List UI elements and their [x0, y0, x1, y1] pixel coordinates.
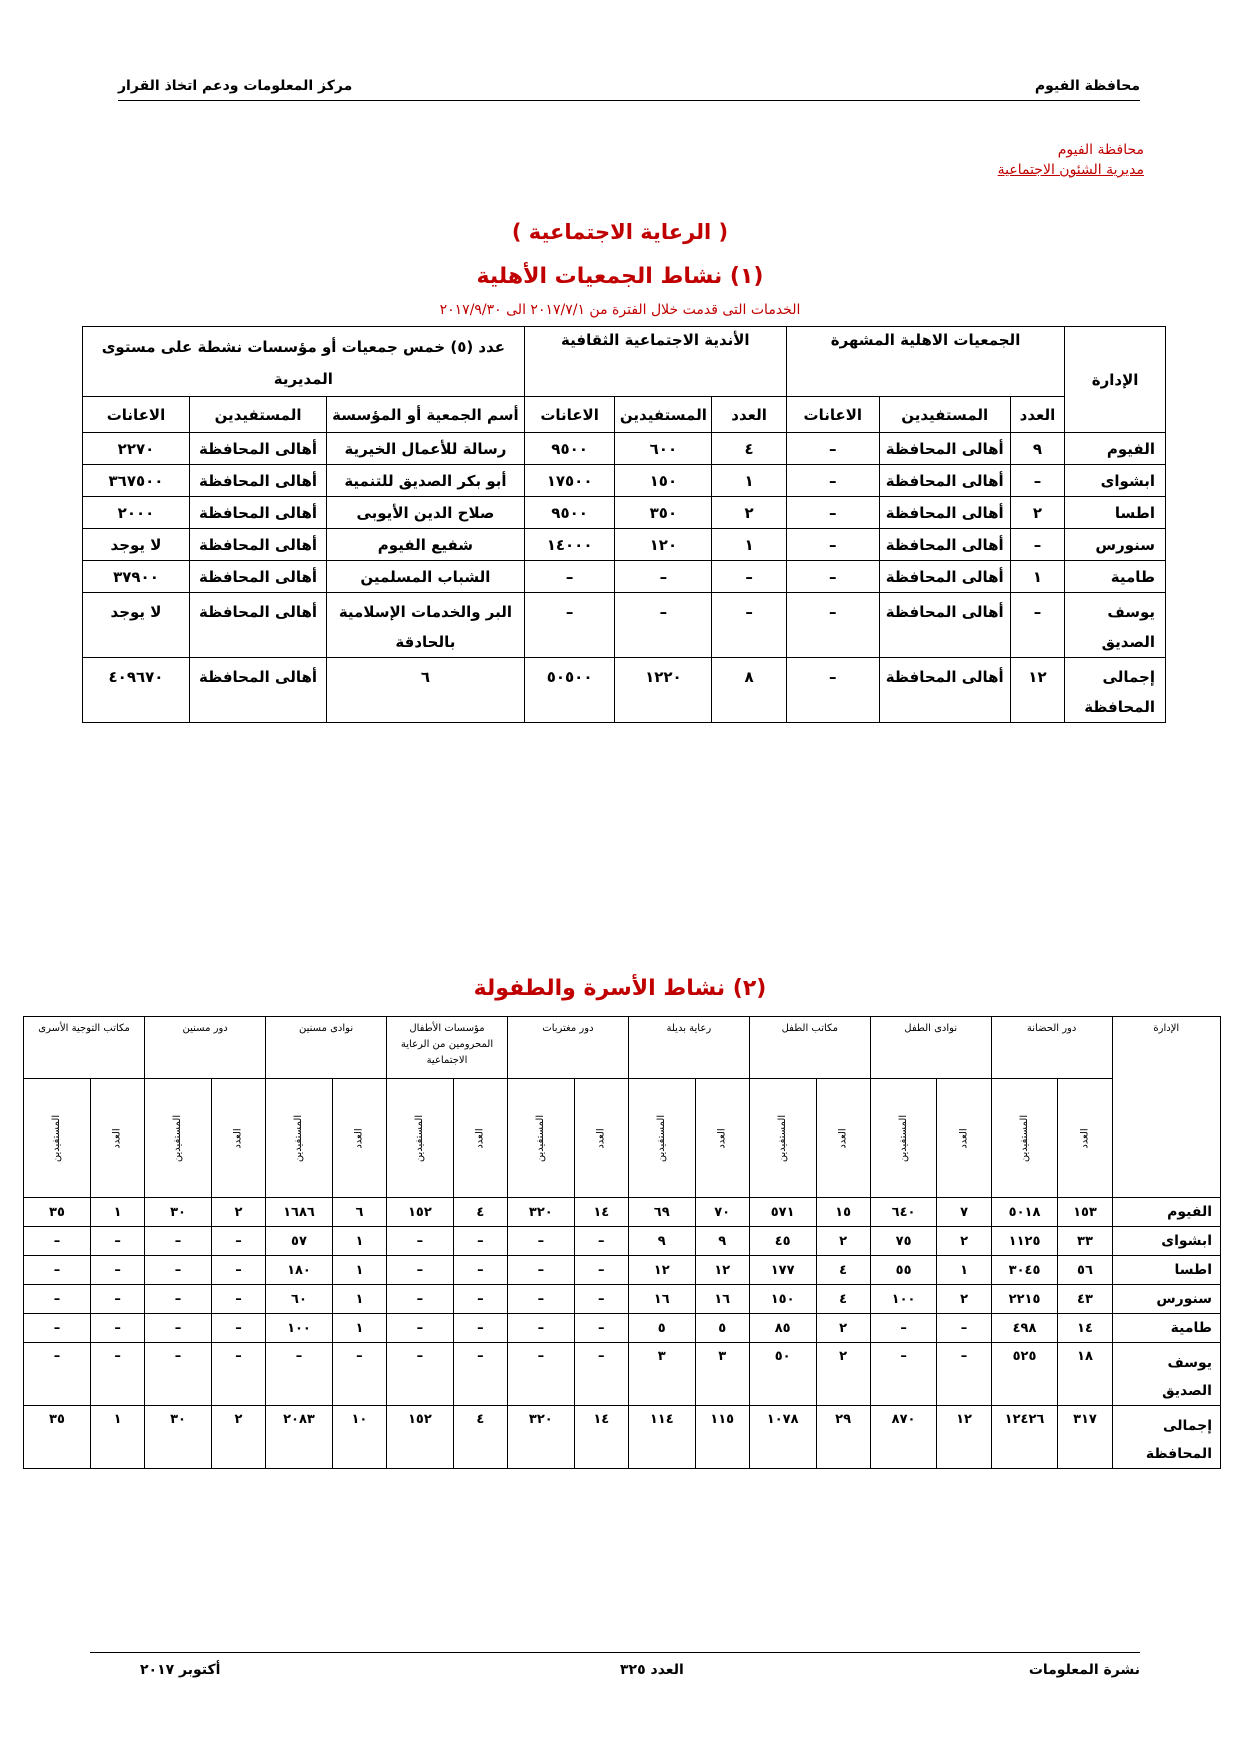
footer-bulletin: نشرة المعلومات: [1028, 1662, 1140, 1678]
table-cell: ٨: [712, 658, 787, 723]
table-cell: ٧٥: [870, 1227, 937, 1256]
header-group: مكاتب التوجية الأسرى: [24, 1017, 145, 1079]
table-cell: –: [870, 1343, 937, 1406]
table-cell: –: [24, 1285, 91, 1314]
header-active-ngos: عدد (٥) خمس جمعيات أو مؤسسات نشطة على مستوى المديرية: [83, 327, 525, 397]
subheader-cell: [211, 1079, 265, 1198]
header-group: دور مغتربات: [507, 1017, 628, 1079]
table-cell: –: [24, 1314, 91, 1343]
table-row: [24, 1256, 1221, 1285]
table-cell: ١٨: [1058, 1343, 1112, 1406]
header-group: نوادى مسنين: [266, 1017, 387, 1079]
table-cell: لا يوجد: [83, 529, 190, 561]
table-cell: ٥٢٥: [991, 1343, 1058, 1406]
table-cell: ٤٩٨: [991, 1314, 1058, 1343]
table-cell: ١٢: [937, 1406, 991, 1469]
subheader-count: العدد: [595, 1127, 607, 1149]
table-cell: ٣٥٠: [615, 497, 712, 529]
table-cell: ٢٠٠٠: [83, 497, 190, 529]
row-admin: اطسا: [1112, 1256, 1220, 1285]
table-cell: ٥٠: [749, 1343, 816, 1406]
table-cell: ٤: [453, 1198, 507, 1227]
table-cell: ٤٠٩٦٧٠: [83, 658, 190, 723]
table-cell: –: [453, 1256, 507, 1285]
table-cell: ٩٥٠٠: [524, 433, 615, 465]
table-cell: ٨٧٠: [870, 1406, 937, 1469]
table-cell: ٥٠١٨: [991, 1198, 1058, 1227]
table-cell: –: [24, 1343, 91, 1406]
table-cell: –: [786, 433, 879, 465]
header-governorate: محافظة الفيوم: [1034, 78, 1140, 94]
table-cell: ١٦: [628, 1285, 695, 1314]
table-cell: ٦٤٠: [870, 1198, 937, 1227]
table-cell: –: [786, 529, 879, 561]
header-group: نوادى الطفل: [870, 1017, 991, 1079]
table-cell: شفيع الفيوم: [327, 529, 525, 561]
table-cell: ٣١٧: [1058, 1406, 1112, 1469]
table-cell: أهالى المحافظة: [879, 593, 1010, 658]
table-row: [83, 529, 1166, 561]
table-cell: –: [387, 1256, 454, 1285]
subheader-count: العدد: [1079, 1127, 1091, 1149]
table-cell: ٤٥: [749, 1227, 816, 1256]
subheader-cell: [816, 1079, 870, 1198]
table-cell: –: [211, 1285, 265, 1314]
table-cell: أهالى المحافظة: [189, 529, 326, 561]
section-title: ( الرعاية الاجتماعية ): [511, 220, 729, 244]
table-cell: –: [387, 1314, 454, 1343]
table-cell: –: [712, 561, 787, 593]
header-group: دور مسنين: [145, 1017, 266, 1079]
table-cell: ١٢٠: [615, 529, 712, 561]
table-cell: ٣٢٠: [507, 1406, 574, 1469]
footer-divider: [90, 1652, 1140, 1653]
table-cell: –: [937, 1343, 991, 1406]
table-cell: ٣٠: [145, 1198, 212, 1227]
subheader-beneficiaries: المستفيدين: [898, 1114, 910, 1162]
table-cell: ٤: [816, 1256, 870, 1285]
table-cell: –: [786, 497, 879, 529]
table-cell: الشباب المسلمين: [327, 561, 525, 593]
table-cell: –: [574, 1256, 628, 1285]
subheader-cell: [749, 1079, 816, 1198]
subheader-cell: [695, 1079, 749, 1198]
table-cell: –: [387, 1343, 454, 1406]
table-cell: –: [24, 1256, 91, 1285]
table-cell: ١٥٠: [615, 465, 712, 497]
table-cell: ٢٩: [816, 1406, 870, 1469]
subheader-count: العدد: [1010, 397, 1064, 433]
subheader-count: العدد: [716, 1127, 728, 1149]
table-cell: رسالة للأعمال الخيرية: [327, 433, 525, 465]
table-cell: أهالى المحافظة: [189, 497, 326, 529]
table-cell: ١: [90, 1406, 144, 1469]
subheader-cell: [453, 1079, 507, 1198]
table-cell: –: [145, 1256, 212, 1285]
subheader-beneficiaries: المستفيدين: [777, 1114, 789, 1162]
table-cell: –: [615, 561, 712, 593]
table-cell: أهالى المحافظة: [879, 561, 1010, 593]
table-cell: أهالى المحافظة: [189, 658, 326, 723]
header-admin: الإدارة: [1112, 1017, 1220, 1198]
subheader-cell: [24, 1079, 91, 1198]
table-cell: ١٧٥٠٠: [524, 465, 615, 497]
table-cell: –: [1010, 465, 1064, 497]
header-admin: الإدارة: [1065, 327, 1166, 433]
subheader-count: العدد: [353, 1127, 365, 1149]
table-cell: ١٥٠: [749, 1285, 816, 1314]
table-cell: ١٠٠: [870, 1285, 937, 1314]
table-cell: ١٠٧٨: [749, 1406, 816, 1469]
table-cell: –: [90, 1343, 144, 1406]
table-cell: ٢٢١٥: [991, 1285, 1058, 1314]
table-cell: ٤٣: [1058, 1285, 1112, 1314]
table-cell: ٢: [712, 497, 787, 529]
table-cell: –: [786, 465, 879, 497]
table-cell: ٣٣: [1058, 1227, 1112, 1256]
table-cell: –: [524, 561, 615, 593]
row-admin: إجمالى المحافظة: [1065, 658, 1166, 723]
table-cell: ٦٠: [266, 1285, 333, 1314]
table-cell: ٧: [937, 1198, 991, 1227]
header-registered-ngos: الجمعيات الاهلية المشهرة: [786, 327, 1064, 397]
subheader-beneficiaries: المستفيدين: [879, 397, 1010, 433]
table-cell: ٢: [816, 1227, 870, 1256]
table-cell: ٣٠: [145, 1406, 212, 1469]
row-admin: سنورس: [1065, 529, 1166, 561]
subheader-aid: الاعانات: [524, 397, 615, 433]
table-cell: –: [937, 1314, 991, 1343]
table-cell: ٣٢٠: [507, 1198, 574, 1227]
table-cell: ١٢: [1010, 658, 1064, 723]
family-childhood-table: [23, 1016, 1221, 1469]
table-cell: صلاح الدين الأيوبى: [327, 497, 525, 529]
table-cell: أهالى المحافظة: [879, 529, 1010, 561]
table-cell: ١٥٢: [387, 1198, 454, 1227]
table-cell: –: [507, 1285, 574, 1314]
row-admin: سنورس: [1112, 1285, 1220, 1314]
table-cell: ٣: [695, 1343, 749, 1406]
table-cell: –: [870, 1314, 937, 1343]
subheader-cell: [387, 1079, 454, 1198]
table-cell: –: [145, 1285, 212, 1314]
subheader-aid: الاعانات: [786, 397, 879, 433]
table-cell: –: [1010, 529, 1064, 561]
subheader-cell: [90, 1079, 144, 1198]
subheader-count: العدد: [112, 1127, 124, 1149]
table-row: [83, 433, 1166, 465]
subheader-beneficiaries: المستفيدين: [615, 397, 712, 433]
table-cell: ١٨٠: [266, 1256, 333, 1285]
subheader-count: العدد: [958, 1127, 970, 1149]
table-cell: –: [24, 1227, 91, 1256]
table-cell: ٢: [937, 1227, 991, 1256]
table-cell: –: [211, 1343, 265, 1406]
ngo-table-body: [83, 433, 1166, 723]
table-cell: ١١٢٥: [991, 1227, 1058, 1256]
table-cell: ٨٥: [749, 1314, 816, 1343]
footer-issue: العدد ٣٢٥: [620, 1662, 684, 1678]
table-cell: ٣٥: [24, 1406, 91, 1469]
org-directorate: مديرية الشئون الاجتماعية: [997, 162, 1144, 178]
table-cell: ١: [332, 1285, 386, 1314]
table-cell: ١٧٧: [749, 1256, 816, 1285]
table-cell: –: [211, 1227, 265, 1256]
table-cell: ٢: [211, 1198, 265, 1227]
subheader-cell: [870, 1079, 937, 1198]
table-cell: ٤: [712, 433, 787, 465]
table-row: [24, 1343, 1221, 1406]
subheader-cell: [628, 1079, 695, 1198]
table-cell: ١٤: [1058, 1314, 1112, 1343]
table-row: [24, 1285, 1221, 1314]
subheader-count: العدد: [837, 1127, 849, 1149]
table-cell: ٩٥٠٠: [524, 497, 615, 529]
row-admin: إجمالى المحافظة: [1112, 1406, 1220, 1469]
subheader-cell: [1058, 1079, 1112, 1198]
table-cell: ١٥٣: [1058, 1198, 1112, 1227]
row-admin: ابشواى: [1065, 465, 1166, 497]
row-admin: يوسف الصديق: [1112, 1343, 1220, 1406]
table-cell: ٣٥: [24, 1198, 91, 1227]
table-cell: ١٦٨٦: [266, 1198, 333, 1227]
table-cell: –: [453, 1343, 507, 1406]
table-cell: –: [786, 658, 879, 723]
table-cell: ٩: [695, 1227, 749, 1256]
subheader-beneficiaries: المستفيدين: [535, 1114, 547, 1162]
table-cell: ١١٥: [695, 1406, 749, 1469]
table-row: [83, 658, 1166, 723]
table-cell: –: [90, 1256, 144, 1285]
table-cell: ١: [712, 529, 787, 561]
family-table-body: [24, 1198, 1221, 1469]
table-cell: ٥٧: [266, 1227, 333, 1256]
table-cell: ١٠٠: [266, 1314, 333, 1343]
subheader-beneficiaries: المستفيدين: [656, 1114, 668, 1162]
table-cell: ٢: [211, 1406, 265, 1469]
table-cell: ٥: [628, 1314, 695, 1343]
table-cell: –: [507, 1227, 574, 1256]
subheader-beneficiaries: المستفيدين: [293, 1114, 305, 1162]
subheader-cell: [991, 1079, 1058, 1198]
table-cell: –: [387, 1285, 454, 1314]
subheader-cell: [145, 1079, 212, 1198]
table-cell: –: [786, 593, 879, 658]
table-cell: ٦٠٠: [615, 433, 712, 465]
table-cell: –: [145, 1314, 212, 1343]
table-cell: أهالى المحافظة: [879, 433, 1010, 465]
table-row: [24, 1406, 1221, 1469]
row-admin: ابشواى: [1112, 1227, 1220, 1256]
table-cell: ٦٩: [628, 1198, 695, 1227]
row-admin: يوسف الصديق: [1065, 593, 1166, 658]
table-cell: –: [90, 1285, 144, 1314]
subheader-cell: [332, 1079, 386, 1198]
table-cell: –: [507, 1314, 574, 1343]
ngo-activity-table: [82, 326, 1166, 723]
table-cell: ١٠: [332, 1406, 386, 1469]
table-cell: –: [266, 1343, 333, 1406]
table-cell: ١٢٢٠: [615, 658, 712, 723]
table-cell: أهالى المحافظة: [189, 561, 326, 593]
subheader-cell: [266, 1079, 333, 1198]
table-cell: ٩: [1010, 433, 1064, 465]
table-row: [83, 593, 1166, 658]
row-admin: الفيوم: [1065, 433, 1166, 465]
table-cell: ١١٤: [628, 1406, 695, 1469]
subheader-beneficiaries: المستفيدين: [189, 397, 326, 433]
table-cell: ٤: [453, 1406, 507, 1469]
table-cell: أهالى المحافظة: [879, 658, 1010, 723]
subheader-count: العدد: [233, 1127, 245, 1149]
table-cell: –: [211, 1256, 265, 1285]
table-cell: البر والخدمات الإسلامية بالحادقة: [327, 593, 525, 658]
table-cell: أبو بكر الصديق للتنمية: [327, 465, 525, 497]
row-admin: الفيوم: [1112, 1198, 1220, 1227]
table-cell: –: [574, 1343, 628, 1406]
table-cell: –: [574, 1314, 628, 1343]
table-cell: –: [453, 1227, 507, 1256]
table-cell: ١٤: [574, 1198, 628, 1227]
table-cell: ٣٦٧٥٠٠: [83, 465, 190, 497]
table-cell: ١: [332, 1314, 386, 1343]
table-cell: ١: [937, 1256, 991, 1285]
table-cell: ٢: [816, 1314, 870, 1343]
table-cell: –: [507, 1343, 574, 1406]
table-cell: –: [145, 1343, 212, 1406]
table-cell: –: [387, 1227, 454, 1256]
table-cell: ١: [332, 1256, 386, 1285]
subheader-cell: [937, 1079, 991, 1198]
table-cell: ٥٧١: [749, 1198, 816, 1227]
table-cell: –: [574, 1285, 628, 1314]
table-cell: ٢: [816, 1343, 870, 1406]
table-cell: ٣٧٩٠٠: [83, 561, 190, 593]
subheader-beneficiaries: المستفيدين: [51, 1114, 63, 1162]
table-cell: ١٦: [695, 1285, 749, 1314]
header-group: مكاتب الطفل: [749, 1017, 870, 1079]
table-cell: أهالى المحافظة: [879, 497, 1010, 529]
subheader-beneficiaries: المستفيدين: [172, 1114, 184, 1162]
table-row: [24, 1198, 1221, 1227]
table-cell: –: [712, 593, 787, 658]
org-governorate: محافظة الفيوم: [1057, 142, 1144, 158]
table-row: [83, 561, 1166, 593]
table-cell: ٥٥: [870, 1256, 937, 1285]
table-cell: ٥: [695, 1314, 749, 1343]
row-admin: اطسا: [1065, 497, 1166, 529]
table-cell: ٩: [628, 1227, 695, 1256]
table-cell: أهالى المحافظة: [189, 433, 326, 465]
table-cell: أهالى المحافظة: [189, 593, 326, 658]
table-cell: ٣٠٤٥: [991, 1256, 1058, 1285]
table-cell: ١: [712, 465, 787, 497]
org-block: [998, 140, 1144, 180]
table-cell: –: [90, 1227, 144, 1256]
table-cell: ٣: [628, 1343, 695, 1406]
table-cell: –: [145, 1227, 212, 1256]
subheader-cell: [574, 1079, 628, 1198]
table-cell: –: [90, 1314, 144, 1343]
subheader-ngo-name: أسم الجمعية أو المؤسسة: [327, 397, 525, 433]
header-center: مركز المعلومات ودعم اتخاذ القرار: [118, 78, 353, 94]
table-cell: أهالى المحافظة: [879, 465, 1010, 497]
table-cell: ٢: [937, 1285, 991, 1314]
table-cell: ١: [90, 1198, 144, 1227]
table-cell: –: [332, 1343, 386, 1406]
subheader-count: العدد: [712, 397, 787, 433]
table1-title: (١) نشاط الجمعيات الأهلية: [476, 264, 764, 289]
table-cell: ٢٢٧٠: [83, 433, 190, 465]
table1-subtitle: الخدمات التى قدمت خلال الفترة من ٢٠١٧/٧/١ الى ٢٠١٧/٩/٣٠: [439, 302, 801, 318]
table-cell: ١: [332, 1227, 386, 1256]
table-cell: ١٢٤٢٦: [991, 1406, 1058, 1469]
table-cell: ١٢: [695, 1256, 749, 1285]
table-cell: ١٢: [628, 1256, 695, 1285]
table-row: [24, 1314, 1221, 1343]
table-cell: ١: [1010, 561, 1064, 593]
table-cell: –: [211, 1314, 265, 1343]
table-cell: ١٥٢: [387, 1406, 454, 1469]
subheader-aid: الاعانات: [83, 397, 190, 433]
table-cell: –: [453, 1285, 507, 1314]
header-group: دور الحضانة: [991, 1017, 1112, 1079]
header-group: رعاية بديلة: [628, 1017, 749, 1079]
subheader-count: العدد: [474, 1127, 486, 1149]
row-admin: طامية: [1112, 1314, 1220, 1343]
footer-date: أكتوبر ٢٠١٧: [140, 1662, 221, 1678]
table-row: [83, 465, 1166, 497]
table-cell: ٦: [327, 658, 525, 723]
table-cell: ٢: [1010, 497, 1064, 529]
subheader-cell: [507, 1079, 574, 1198]
table-row: [24, 1227, 1221, 1256]
table-cell: ٢٠٨٣: [266, 1406, 333, 1469]
subheader-beneficiaries: المستفيدين: [1019, 1114, 1031, 1162]
table-cell: –: [453, 1314, 507, 1343]
table-cell: –: [507, 1256, 574, 1285]
table-cell: –: [524, 593, 615, 658]
table-cell: ٧٠: [695, 1198, 749, 1227]
table-cell: ١٤: [574, 1406, 628, 1469]
table-cell: ٦: [332, 1198, 386, 1227]
table-cell: ١٤٠٠٠: [524, 529, 615, 561]
table-cell: ٥٠٥٠٠: [524, 658, 615, 723]
table2-title: (٢) نشاط الأسرة والطفولة: [473, 976, 767, 1001]
header-group: مؤسسات الأطفال المحرومين من الرعاية الاجتماعية: [387, 1017, 508, 1079]
table-cell: لا يوجد: [83, 593, 190, 658]
header-divider: [118, 100, 1140, 101]
table-cell: –: [574, 1227, 628, 1256]
table-cell: –: [1010, 593, 1064, 658]
table-cell: –: [786, 561, 879, 593]
table-row: [83, 497, 1166, 529]
row-admin: طامية: [1065, 561, 1166, 593]
header-social-clubs: الأندية الاجتماعية الثقافية: [524, 327, 786, 397]
table-cell: أهالى المحافظة: [189, 465, 326, 497]
table-cell: ٤: [816, 1285, 870, 1314]
table-cell: ٥٦: [1058, 1256, 1112, 1285]
table-cell: ١٥: [816, 1198, 870, 1227]
subheader-beneficiaries: المستفيدين: [414, 1114, 426, 1162]
table-cell: –: [615, 593, 712, 658]
